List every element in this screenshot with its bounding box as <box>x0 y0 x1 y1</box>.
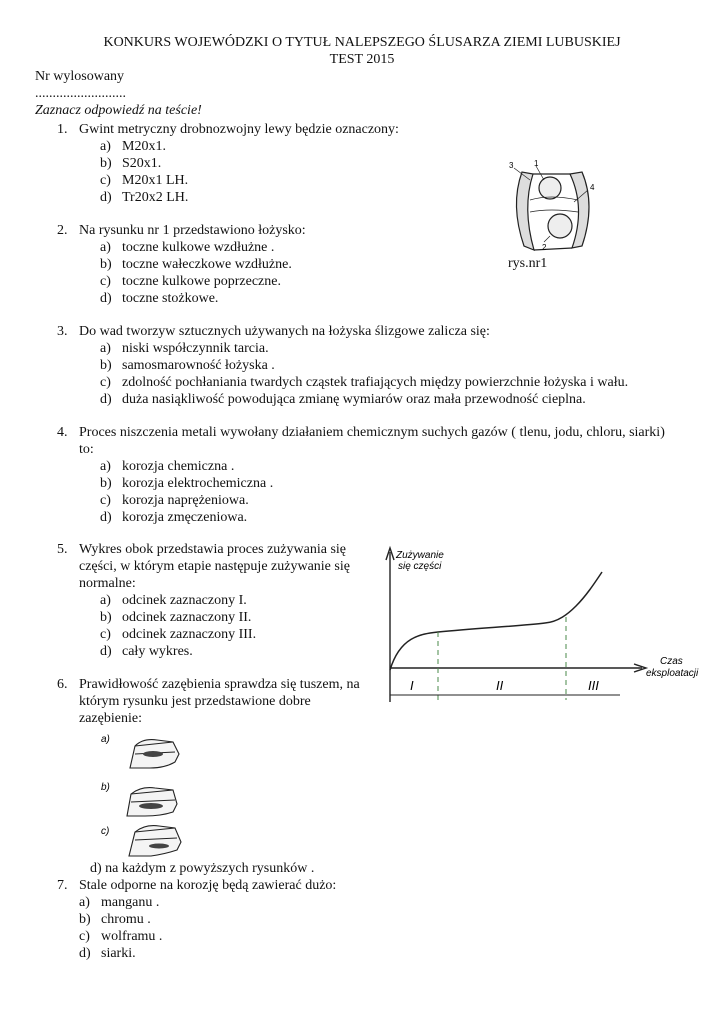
answer-option[interactable]: b) S20x1. <box>100 156 162 171</box>
question-number: 3. <box>57 324 68 339</box>
bearing-label: 3 <box>509 161 514 170</box>
y-axis-label: się części <box>398 561 442 572</box>
answer-option[interactable]: c) korozja naprężeniowa. <box>100 493 249 508</box>
answer-option[interactable]: b) samosmarowność łożyska . <box>100 358 275 373</box>
bearing-label: 1 <box>534 160 539 168</box>
inner-ring <box>570 172 589 248</box>
ball-bottom <box>548 214 572 238</box>
answer-option[interactable]: d) siarki. <box>79 946 136 961</box>
question-text-cont: to: <box>79 442 94 457</box>
x-axis-label: Czas <box>660 656 683 667</box>
question-number: 1. <box>57 122 68 137</box>
segment-label: III <box>588 678 599 693</box>
instruction: Zaznacz odpowiedź na teście! <box>35 103 202 118</box>
x-axis-label: eksploatacji <box>646 668 699 679</box>
answer-option[interactable]: c) zdolność pochłaniania twardych cząstek trafiających między powierzchnie łożyska i wału. <box>100 375 629 390</box>
question-number: 5. <box>57 542 68 557</box>
y-axis-label: Zużywanie <box>396 550 444 561</box>
question-text: Prawidłowość zazębienia sprawdza się tuszem, na <box>79 677 360 692</box>
bearing-figure <box>500 160 610 260</box>
answer-option[interactable]: b) korozja elektrochemiczna . <box>100 476 274 491</box>
bearing-label: 2 <box>542 243 547 252</box>
answer-option[interactable]: a) toczne kulkowe wzdłużne . <box>100 240 275 255</box>
question-text-cont: części, w którym etapie następuje zużywanie się <box>79 559 350 574</box>
answer-option[interactable]: c) M20x1 LH. <box>100 173 189 188</box>
draw-number-field[interactable]: .......................... <box>35 86 126 101</box>
answer-option[interactable]: c) odcinek zaznaczony III. <box>100 627 257 642</box>
question-text: Stale odporne na korozję będą zawierać dużo: <box>79 878 337 893</box>
answer-option[interactable]: d) cały wykres. <box>100 644 193 659</box>
question-number: 6. <box>57 677 68 692</box>
answer-option[interactable]: a) M20x1. <box>100 139 166 154</box>
gear-figures <box>95 728 205 858</box>
page-subtitle: TEST 2015 <box>329 52 395 67</box>
question-text-cont: normalne: <box>79 576 136 591</box>
segment-label: I <box>410 678 414 693</box>
ink-mark-a <box>143 751 163 757</box>
gear-label: c) <box>101 826 110 837</box>
question-number: 2. <box>57 223 68 238</box>
answer-option[interactable]: a) odcinek zaznaczony I. <box>100 593 247 608</box>
answer-option[interactable]: b) odcinek zaznaczony II. <box>100 610 252 625</box>
draw-number-label: Nr wylosowany <box>35 69 125 84</box>
segment-label: II <box>496 678 504 693</box>
bearing-label: 4 <box>590 183 595 192</box>
question-number: 7. <box>57 878 68 893</box>
question-text: Gwint metryczny drobnozwojny lewy będzie oznaczony: <box>79 122 399 137</box>
answer-option[interactable]: d) Tr20x2 LH. <box>100 190 189 205</box>
answer-option[interactable]: d) korozja zmęczeniowa. <box>100 510 248 525</box>
answer-option[interactable]: a) korozja chemiczna . <box>100 459 235 474</box>
answer-option[interactable]: c) wolframu . <box>79 929 163 944</box>
wear-chart <box>380 542 720 707</box>
question-text: Wykres obok przedstawia proces zużywania się <box>79 542 346 557</box>
answer-option[interactable]: c) toczne kulkowe poprzeczne. <box>100 274 281 289</box>
ink-mark-c <box>149 844 169 849</box>
ball-top <box>539 177 561 199</box>
answer-option[interactable]: a) manganu . <box>79 895 160 910</box>
gear-label: a) <box>101 734 110 745</box>
answer-option[interactable]: d) duża nasiąkliwość powodująca zmianę wymiarów oraz mała przewodność cieplna. <box>100 392 586 407</box>
wear-curve <box>390 572 602 670</box>
answer-option[interactable]: a) niski współczynnik tarcia. <box>100 341 269 356</box>
answer-option[interactable]: b) toczne wałeczkowe wzdłużne. <box>100 257 292 272</box>
question-text: Na rysunku nr 1 przedstawiono łożysko: <box>79 223 306 238</box>
answer-option[interactable]: d) na każdym z powyższych rysunków . <box>90 861 315 876</box>
question-text-cont: którym rysunku jest przedstawione dobre <box>79 694 311 709</box>
question-text: Do wad tworzyw sztucznych używanych na łożyska ślizgowe zalicza się: <box>79 324 490 339</box>
outer-ring <box>516 172 534 250</box>
question-text-cont: zazębienie: <box>79 711 142 726</box>
page-title: KONKURS WOJEWÓDZKI O TYTUŁ NALEPSZEGO ŚLUSARZA ZIEMI LUBUSKIEJ <box>103 35 621 50</box>
question-number: 4. <box>57 425 68 440</box>
answer-option[interactable]: b) chromu . <box>79 912 151 927</box>
figure-caption: rys.nr1 <box>508 256 548 271</box>
gear-label: b) <box>101 782 110 793</box>
ink-mark-b <box>139 803 163 809</box>
question-text: Proces niszczenia metali wywołany działaniem chemicznym suchych gazów ( tlenu, jodu, chloru, siarki) <box>79 425 665 440</box>
answer-option[interactable]: d) toczne stożkowe. <box>100 291 219 306</box>
